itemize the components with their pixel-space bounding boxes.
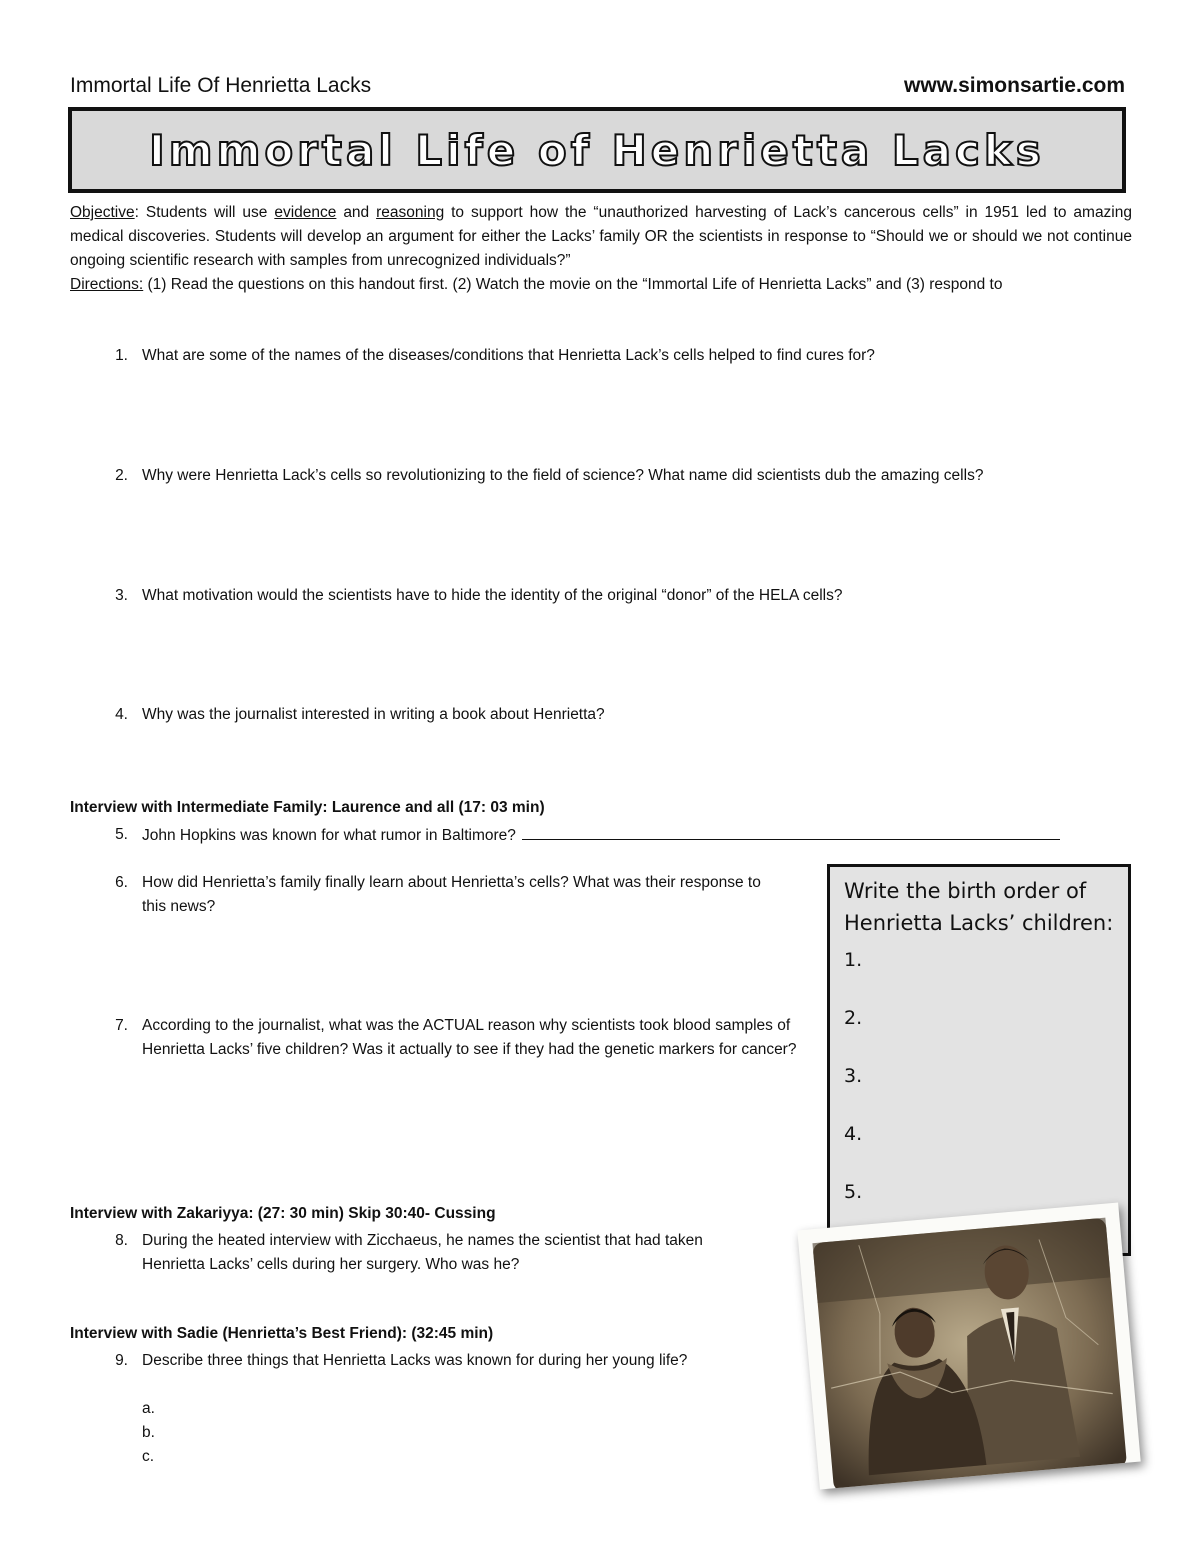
section-heading-zakariyya: Interview with Zakariyya: (27: 30 min) Skip 30:40- Cussing xyxy=(70,1205,496,1222)
answer-blank-line[interactable] xyxy=(522,823,1060,840)
question-number: 8. xyxy=(115,1232,128,1249)
evidence-word: evidence xyxy=(274,204,337,221)
birth-order-item-1: 1. xyxy=(844,949,863,971)
question-number: 6. xyxy=(115,874,128,891)
question-text: How did Henrietta’s family finally learn about Henrietta’s cells? What was their response to this news? xyxy=(142,874,761,915)
question-text: Why was the journalist interested in writing a book about Henrietta? xyxy=(142,706,605,723)
question-text: What motivation would the scientists have to hide the identity of the original “donor” of the HELA cells? xyxy=(142,587,843,604)
objective-label: Objective xyxy=(70,204,135,221)
intro-block xyxy=(70,201,1132,297)
website-link[interactable]: www.simonsartie.com xyxy=(904,74,1125,97)
question-number: 9. xyxy=(115,1352,128,1369)
question-text: What are some of the names of the diseases/conditions that Henrietta Lack’s cells helped to find cures for? xyxy=(142,347,875,364)
birth-order-box xyxy=(827,864,1131,1256)
sub-item-a: a. xyxy=(142,1400,155,1417)
question-number: 7. xyxy=(115,1017,128,1034)
directions-label: Directions: xyxy=(70,276,144,293)
section-heading-sadie: Interview with Sadie (Henrietta’s Best Friend): (32:45 min) xyxy=(70,1325,494,1342)
objective-text-3: to support how the “unauthorized harvesting of Lack’s cancerous cells” in 1951 led to amazing medical discoveries. Students will develop an argument for either the Lacks’ family OR the scientists in response to “Should we or should we not continue ongoing scientific research with samples from unrecognized individuals?” xyxy=(70,204,1132,269)
question-text-with-blank xyxy=(142,823,1060,848)
page-title: Immortal Life of Henrietta Lacks xyxy=(149,125,1045,175)
answer-sub-items xyxy=(70,1397,370,1477)
reasoning-word: reasoning xyxy=(376,204,445,221)
sub-item-c: c. xyxy=(142,1448,155,1465)
birth-order-item-5: 5. xyxy=(844,1181,863,1203)
vintage-couple-photo xyxy=(797,1202,1140,1489)
question-number: 4. xyxy=(115,706,128,723)
section-heading-family: Interview with Intermediate Family: Laurence and all (17: 03 min) xyxy=(70,799,545,816)
question-number: 5. xyxy=(115,826,128,843)
objective-text-1: : Students will use xyxy=(134,204,275,221)
question-text: During the heated interview with Zicchaeus, he names the scientist that had taken Henrietta Lacks’ cells during her surgery. Who was he? xyxy=(142,1232,703,1273)
title-banner xyxy=(68,107,1126,193)
question-text: John Hopkins was known for what rumor in Baltimore? xyxy=(142,827,516,844)
birth-order-list xyxy=(844,945,1114,1235)
birth-order-item-2: 2. xyxy=(844,1007,863,1029)
question-number: 1. xyxy=(115,347,128,364)
question-text: According to the journalist, what was the ACTUAL reason why scientists took blood samples of Henrietta Lacks’ five children? Was it actually to see if they had the genetic markers for cancer? xyxy=(142,1017,797,1058)
birth-order-item-3: 3. xyxy=(844,1065,863,1087)
photo-image xyxy=(797,1202,1140,1489)
question-text: Why were Henrietta Lack’s cells so revolutionizing to the field of science? What name did scientists dub the amazing cells? xyxy=(142,467,984,484)
sub-item-b: b. xyxy=(142,1424,155,1441)
birth-order-title: Write the birth order of Henrietta Lacks’ children: xyxy=(844,879,1114,935)
page-header-title: Immortal Life Of Henrietta Lacks xyxy=(70,74,372,97)
question-number: 2. xyxy=(115,467,128,484)
objective-text-2: and xyxy=(336,204,377,221)
birth-order-item-4: 4. xyxy=(844,1123,863,1145)
question-number: 3. xyxy=(115,587,128,604)
question-text: Describe three things that Henrietta Lacks was known for during her young life? xyxy=(142,1352,688,1369)
directions-text: (1) Read the questions on this handout first. (2) Watch the movie on the “Immortal Life of Henrietta Lacks” and (3) respond to xyxy=(143,276,1003,293)
